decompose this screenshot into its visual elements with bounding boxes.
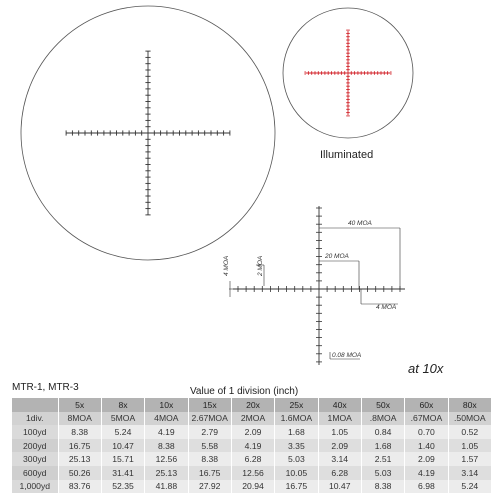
table-cell: 4.19 xyxy=(405,466,448,480)
table-cell: 2.67MOA xyxy=(188,412,231,426)
table-row xyxy=(12,425,492,439)
column-header: 50x xyxy=(361,398,404,412)
table-cell: 50.26 xyxy=(58,466,101,480)
column-header: 25x xyxy=(275,398,318,412)
detail-dimensions xyxy=(229,228,400,359)
row-label: 100yd xyxy=(12,425,58,439)
table-cell: 83.76 xyxy=(58,480,101,494)
table-cell: .8MOA xyxy=(361,412,404,426)
column-header: 80x xyxy=(448,398,491,412)
table-cell: 6.28 xyxy=(231,452,274,466)
table-cell: 31.41 xyxy=(101,466,144,480)
column-header: 15x xyxy=(188,398,231,412)
table-cell: 0.52 xyxy=(448,425,491,439)
table-cell: 2.79 xyxy=(188,425,231,439)
column-header: 8x xyxy=(101,398,144,412)
label-008moa: 0.08 MOA xyxy=(332,352,362,359)
table-cell: 25.13 xyxy=(145,466,188,480)
table-cell: 0.70 xyxy=(405,425,448,439)
table-cell: 8.38 xyxy=(188,452,231,466)
model-title: MTR-1, MTR-3 xyxy=(12,382,79,393)
table-cell: 10.47 xyxy=(101,439,144,453)
table-cell: 12.56 xyxy=(145,452,188,466)
illuminated-label: Illuminated xyxy=(320,149,374,161)
table-cell: 4.19 xyxy=(145,425,188,439)
table-cell: 16.75 xyxy=(188,466,231,480)
row-label: 200yd xyxy=(12,439,58,453)
table-cell: 1.05 xyxy=(318,425,361,439)
table-cell: 5.58 xyxy=(188,439,231,453)
table-cell: 8.38 xyxy=(145,439,188,453)
column-header: 40x xyxy=(318,398,361,412)
table-cell: 1.40 xyxy=(405,439,448,453)
table-cell: .67MOA xyxy=(405,412,448,426)
table-cell: 1MOA xyxy=(318,412,361,426)
table-cell: 52.35 xyxy=(101,480,144,494)
table-cell: 5MOA xyxy=(101,412,144,426)
column-header: 60x xyxy=(405,398,448,412)
table-cell: 1.6MOA xyxy=(275,412,318,426)
table-cell: 1.68 xyxy=(275,425,318,439)
main-reticle xyxy=(66,51,230,215)
table-cell: 4MOA xyxy=(145,412,188,426)
column-header: 20x xyxy=(231,398,274,412)
table-row xyxy=(12,452,492,466)
table-caption: Value of 1 division (inch) xyxy=(190,386,299,397)
table-cell: 8.38 xyxy=(58,425,101,439)
label-20moa: 20 MOA xyxy=(325,253,349,260)
table-cell: 5.03 xyxy=(361,466,404,480)
table-row xyxy=(12,480,492,494)
column-header: 5x xyxy=(58,398,101,412)
table-cell: 4.19 xyxy=(231,439,274,453)
table-cell: 2.51 xyxy=(361,452,404,466)
zoom-note: at 10x xyxy=(408,361,444,376)
label-2moa: 2 MOA xyxy=(257,255,264,276)
row-label: 600yd xyxy=(12,466,58,480)
label-40moa: 40 MOA xyxy=(348,220,372,227)
table-cell: 41.88 xyxy=(145,480,188,494)
detail-reticle xyxy=(233,206,405,365)
table-cell: 2MOA xyxy=(231,412,274,426)
table-cell: 10.05 xyxy=(275,466,318,480)
table-cell: 8.38 xyxy=(361,480,404,494)
table-cell: 6.98 xyxy=(405,480,448,494)
table-cell: 1.05 xyxy=(448,439,491,453)
table-cell: 3.14 xyxy=(318,452,361,466)
label-4moa-vertical: 4 MOA xyxy=(223,255,230,276)
table-cell: 15.71 xyxy=(101,452,144,466)
table-cell: 5.24 xyxy=(448,480,491,494)
table-cell: 25.13 xyxy=(58,452,101,466)
table-cell: 20.94 xyxy=(231,480,274,494)
table-cell: 10.47 xyxy=(318,480,361,494)
table-cell: 2.09 xyxy=(318,439,361,453)
row-label: 1div. xyxy=(12,412,58,426)
row-label: 300yd xyxy=(12,452,58,466)
table-cell: 3.14 xyxy=(448,466,491,480)
table-cell: 12.56 xyxy=(231,466,274,480)
table-cell: 2.09 xyxy=(405,452,448,466)
division-value-table xyxy=(12,398,492,493)
illuminated-reticle xyxy=(305,30,391,116)
table-cell: 16.75 xyxy=(58,439,101,453)
table-cell: 27.92 xyxy=(188,480,231,494)
table-cell: 2.09 xyxy=(231,425,274,439)
column-header: 10x xyxy=(145,398,188,412)
table-row xyxy=(12,466,492,480)
table-cell: 6.28 xyxy=(318,466,361,480)
table-cell: .50MOA xyxy=(448,412,491,426)
table-cell: 8MOA xyxy=(58,412,101,426)
table-header-row xyxy=(12,398,492,412)
table-header-corner xyxy=(12,398,58,412)
table-cell: 1.68 xyxy=(361,439,404,453)
table-cell: 16.75 xyxy=(275,480,318,494)
table-cell: 5.03 xyxy=(275,452,318,466)
label-4moa-horizontal: 4 MOA xyxy=(376,304,397,311)
table-cell: 0.84 xyxy=(361,425,404,439)
table-cell: 3.35 xyxy=(275,439,318,453)
table-cell: 5.24 xyxy=(101,425,144,439)
table-row-division xyxy=(12,412,492,426)
row-label: 1,000yd xyxy=(12,480,58,494)
table-row xyxy=(12,439,492,453)
table-cell: 1.57 xyxy=(448,452,491,466)
